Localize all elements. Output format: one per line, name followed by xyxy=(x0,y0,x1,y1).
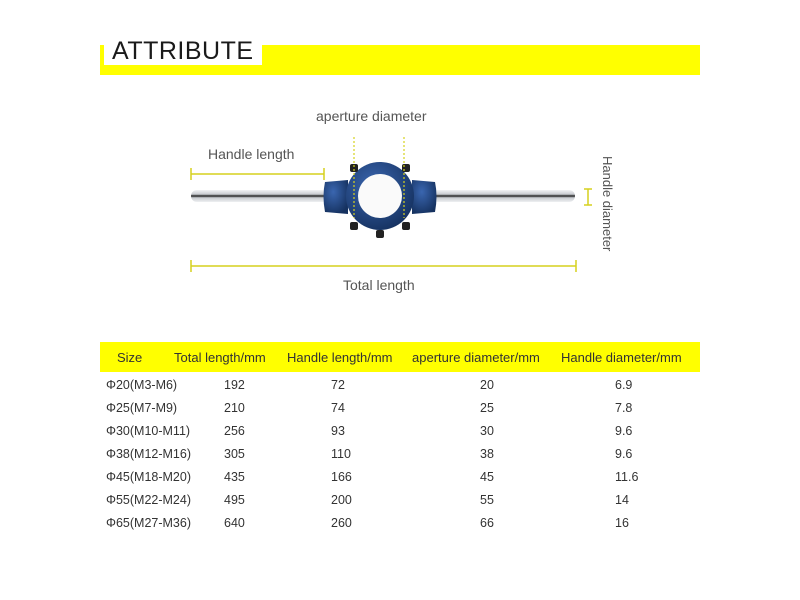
cell-total-length: 305 xyxy=(224,447,245,461)
table-header xyxy=(100,342,700,372)
cell-aperture-diameter: 66 xyxy=(480,516,494,530)
cell-handle-length: 166 xyxy=(331,470,352,484)
cell-handle-length: 200 xyxy=(331,493,352,507)
cell-handle-diameter: 11.6 xyxy=(615,470,639,484)
cell-handle-diameter: 6.9 xyxy=(615,378,633,392)
section-title: ATTRIBUTE xyxy=(104,33,262,65)
cell-aperture-diameter: 30 xyxy=(480,424,494,438)
cell-size: Φ45(M18-M20) xyxy=(106,470,191,484)
cell-size: Φ30(M10-M11) xyxy=(106,424,191,438)
cell-aperture-diameter: 25 xyxy=(480,401,494,415)
cell-size: Φ55(M22-M24) xyxy=(106,493,191,507)
table-row xyxy=(0,378,800,401)
cell-aperture-diameter: 55 xyxy=(480,493,494,507)
cell-total-length: 640 xyxy=(224,516,245,530)
cell-handle-length: 93 xyxy=(331,424,345,438)
column-header-aperture-diameter: aperture diameter/mm xyxy=(412,350,540,365)
cell-handle-diameter: 9.6 xyxy=(615,424,633,438)
label-handle-length: Handle length xyxy=(208,146,295,162)
label-aperture-diameter: aperture diameter xyxy=(316,108,427,124)
cell-handle-diameter: 9.6 xyxy=(615,447,633,461)
cell-handle-diameter: 7.8 xyxy=(615,401,633,415)
cell-handle-length: 260 xyxy=(331,516,352,530)
cell-size: Φ25(M7-M9) xyxy=(106,401,178,415)
table-row xyxy=(0,424,800,447)
label-handle-diameter: Handle diameter xyxy=(600,156,615,252)
cell-handle-length: 74 xyxy=(331,401,345,415)
cell-size: Φ20(M3-M6) xyxy=(106,378,178,392)
cell-aperture-diameter: 45 xyxy=(480,470,494,484)
column-header-total-length: Total length/mm xyxy=(174,350,266,365)
table-row xyxy=(0,493,800,516)
table-row xyxy=(0,447,800,470)
label-total-length: Total length xyxy=(343,277,415,293)
cell-handle-length: 72 xyxy=(331,378,345,392)
column-header-size: Size xyxy=(117,350,143,365)
cell-handle-diameter: 16 xyxy=(615,516,629,530)
cell-size: Φ38(M12-M16) xyxy=(106,447,191,461)
table-row xyxy=(0,401,800,424)
cell-aperture-diameter: 20 xyxy=(480,378,494,392)
cell-total-length: 495 xyxy=(224,493,245,507)
table-row xyxy=(0,470,800,493)
cell-total-length: 256 xyxy=(224,424,245,438)
cell-total-length: 192 xyxy=(224,378,245,392)
cell-handle-diameter: 14 xyxy=(615,493,629,507)
cell-total-length: 435 xyxy=(224,470,245,484)
column-header-handle-length: Handle length/mm xyxy=(287,350,393,365)
cell-total-length: 210 xyxy=(224,401,245,415)
cell-size: Φ65(M27-M36) xyxy=(106,516,191,530)
column-header-handle-diameter: Handle diameter/mm xyxy=(561,350,682,365)
cell-aperture-diameter: 38 xyxy=(480,447,494,461)
cell-handle-length: 110 xyxy=(331,447,351,461)
table-row xyxy=(0,516,800,539)
